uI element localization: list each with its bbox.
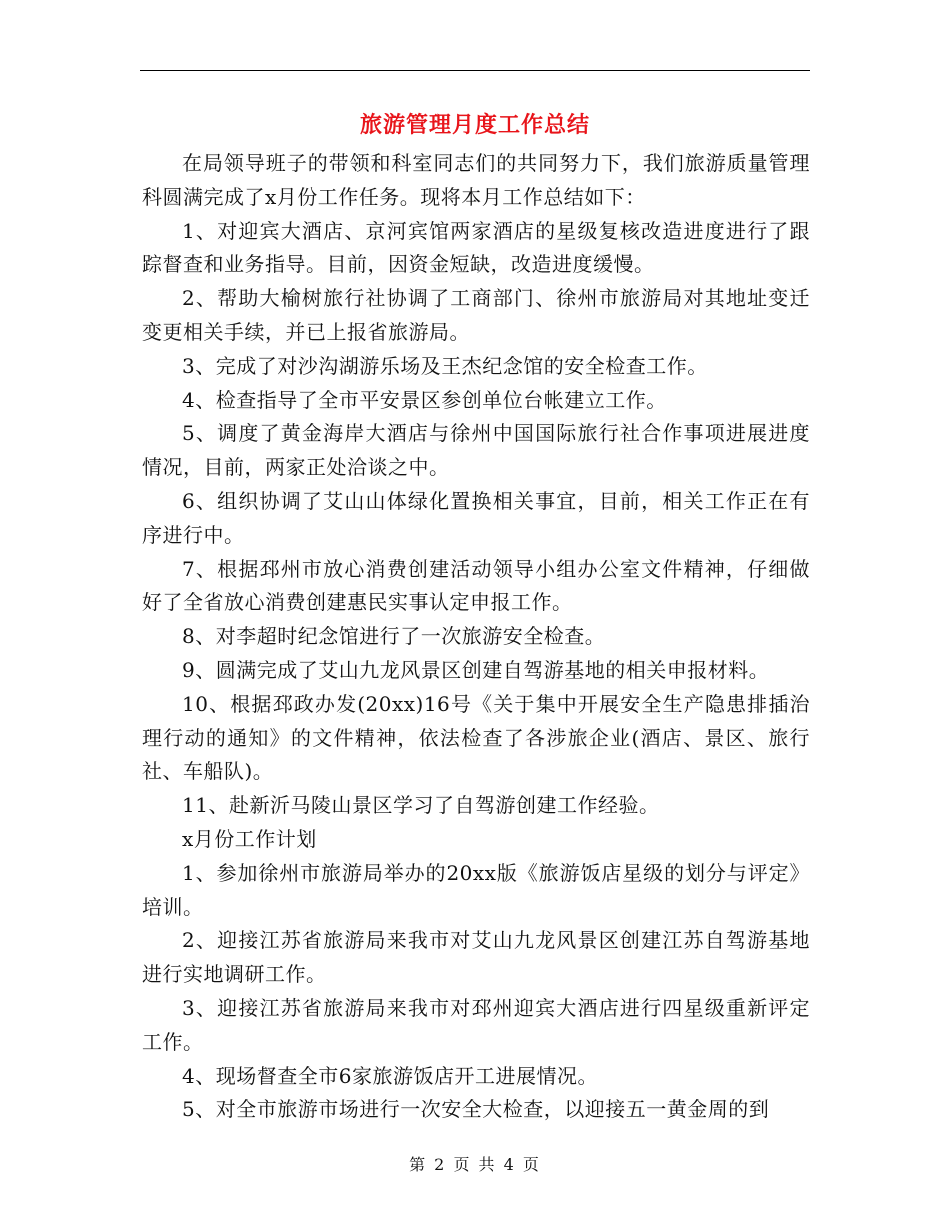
- paragraph-item-11: 11、赴新沂马陵山景区学习了自驾游创建工作经验。: [182, 793, 660, 818]
- plan-item-5: 5、对全市旅游市场进行一次安全大检查，以迎接五一黄金周的到: [182, 1097, 770, 1122]
- paragraph-item-3: 3、完成了对沙沟湖游乐场及王杰纪念馆的安全检查工作。: [182, 353, 708, 378]
- paragraph-item-1: 1、对迎宾大酒店、京河宾馆两家酒店的星级复核改造进度进行了跟踪督查和业务指导。目前，因资金短缺，改造进度缓慢。: [142, 218, 810, 277]
- plan-item-4: 4、现场督查全市6家旅游饭店开工进展情况。: [182, 1063, 598, 1088]
- paragraph-item-7: 7、根据邳州市放心消费创建活动领导小组办公室文件精神，仔细做好了全省放心消费创建惠民实事认定申报工作。: [142, 556, 810, 615]
- paragraph-item-10: 10、根据邳政办发(20xx)16号《关于集中开展安全生产隐患排插治理行动的通知》的文件精神，依法检查了各涉旅企业(酒店、景区、旅行社、车船队)。: [142, 691, 810, 784]
- plan-item-1: 1、参加徐州市旅游局举办的20xx版《旅游饭店星级的划分与评定》培训。: [142, 860, 810, 919]
- paragraph-item-9: 9、圆满完成了艾山九龙风景区创建自驾游基地的相关申报材料。: [182, 657, 770, 682]
- plan-item-3: 3、迎接江苏省旅游局来我市对邳州迎宾大酒店进行四星级重新评定工作。: [142, 995, 810, 1054]
- paragraph-item-5: 5、调度了黄金海岸大酒店与徐州中国国际旅行社合作事项进展进度情况，目前，两家正处洽谈之中。: [142, 421, 810, 480]
- document-title: 旅游管理月度工作总结: [359, 112, 590, 138]
- paragraph-intro: 在局领导班子的带领和科室同志们的共同努力下，我们旅游质量管理科圆满完成了x月份工作任务。现将本月工作总结如下：: [142, 151, 810, 209]
- document-body: [142, 147, 810, 1127]
- page-number: 第 2 页 共 4 页: [409, 1155, 541, 1174]
- section-heading-plan: x月份工作计划: [182, 826, 317, 851]
- paragraph-item-4: 4、检查指导了全市平安景区参创单位台帐建立工作。: [182, 387, 667, 412]
- plan-item-2: 2、迎接江苏省旅游局来我市对艾山九龙风景区创建江苏自驾游基地进行实地调研工作。: [142, 928, 810, 987]
- paragraph-item-2: 2、帮助大榆树旅行社协调了工商部门、徐州市旅游局对其地址变迁变更相关手续，并已上报省旅游局。: [142, 286, 810, 344]
- header-rule: [140, 70, 810, 71]
- paragraph-item-6: 6、组织协调了艾山山体绿化置换相关事宜，目前，相关工作正在有序进行中。: [142, 488, 810, 547]
- paragraph-item-8: 8、对李超时纪念馆进行了一次旅游安全检查。: [182, 624, 606, 649]
